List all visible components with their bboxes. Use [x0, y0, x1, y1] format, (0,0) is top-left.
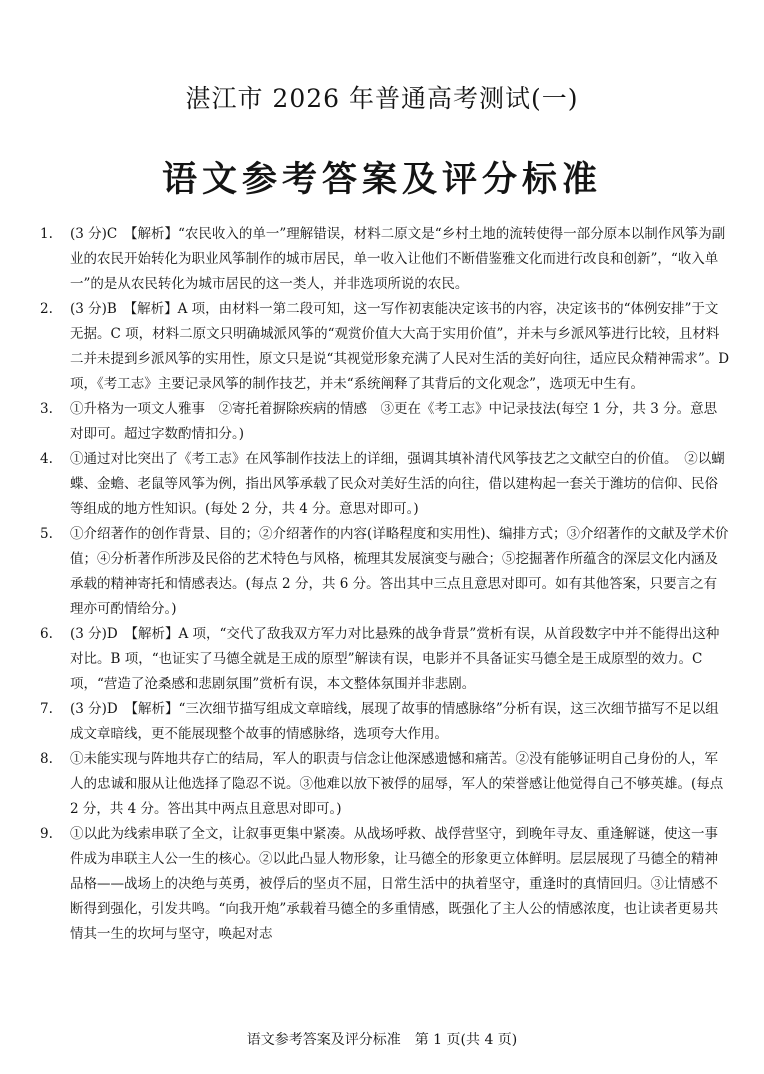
question-number: 5.: [40, 526, 53, 542]
answer-item-7: [40, 697, 730, 747]
question-number: 2.: [40, 301, 53, 317]
answer-item-6: [40, 622, 730, 697]
question-number: 3.: [40, 401, 53, 417]
answer-text: (3 分)C 【解析】“农民收入的单一”理解错误，材料二原文是“乡村土地的流转使得一部分原本以制作风筝为副业的农民开始转化为职业风筝制作的城市居民，单一收入让他们不断借鉴雅文化而进行改良和创新”，“收入单一”的是从农民转化为城市居民的这一类人，并非选项所说的农民。: [70, 226, 726, 292]
answer-text: ①升格为一项文人雅事 ②寄托着摒除疾病的情感 ③更在《考工志》中记录技法(每空 1 分，共 3 分。意思对即可。超过字数酌情扣分。): [70, 401, 718, 442]
question-number: 4.: [40, 451, 53, 467]
answer-list: [40, 222, 730, 947]
answer-item-2: [40, 297, 730, 397]
question-number: 9.: [40, 826, 53, 842]
answer-item-3: [40, 397, 730, 447]
answer-text: ①未能实现与阵地共存亡的结局，军人的职责与信念让他深感遗憾和痛苦。②没有能够证明自己身份的人，军人的忠诚和服从让他选择了隐忍不说。③他难以放下被俘的屈辱，军人的荣誉感让他觉得自己不够英雄。(每点 2 分，共 4 分。答出其中两点且意思对即可。): [70, 751, 724, 817]
question-number: 7.: [40, 701, 53, 717]
answer-item-8: [40, 747, 730, 822]
document-title: 语文参考答案及评分标准: [161, 160, 602, 200]
answer-item-5: [40, 522, 730, 622]
exam-title: 湛江市 2026 年普通高考测试(一): [185, 84, 579, 113]
answer-text: ①以此为线索串联了全文，让叙事更集中紧凑。从战场呼救、战俘营坚守，到晚年寻友、重逢解谜，使这一事件成为串联主人公一生的核心。②以此凸显人物形象，让马德全的形象更立体鲜明。层层展现了马德全的精神品格——战场上的决绝与英勇，被俘后的坚贞不屈，日常生活中的执着坚守，重逢时的真情回归。③让情感不断得到强化，引发共鸣。“向我开炮”承载着马德全的多重情感，既强化了主人公的情感浓度，也让读者更易共情其一生的坎坷与坚守，唤起对志: [70, 826, 719, 942]
answer-text: (3 分)B 【解析】A 项，由材料一第二段可知，这一写作初衷能决定该书的内容，决定该书的“体例安排”于文无据。C 项，材料二原文只明确城派风筝的“观赏价值大大高于实用价值”，并未与乡派风筝进行比较，且材料二并未提到乡派风筝的实用性，原文只是说“其视觉形象充满了人民对生活的美好向往，适应民众精神需求”。D 项，《考工志》主要记录风筝的制作技艺，并未“系统阐释了其背后的文化观念”，选项无中生有。: [70, 301, 730, 392]
question-number: 8.: [40, 751, 53, 767]
question-number: 6.: [40, 626, 53, 642]
answer-item-4: [40, 447, 730, 522]
question-number: 1.: [40, 226, 53, 242]
answer-item-9: [40, 822, 730, 947]
answer-item-1: [40, 222, 730, 297]
answer-text: (3 分)D 【解析】A 项，“交代了敌我双方军力对比悬殊的战争背景”赏析有误，从首段数字中并不能得出这种对比。B 项，“也证实了马德全就是王成的原型”解读有误，电影并不具备证实马德全是王成原型的效力。C 项，“营造了沧桑感和悲剧氛围”赏析有误，本文整体氛围并非悲剧。: [70, 626, 720, 692]
answer-text: (3 分)D 【解析】“三次细节描写组成文章暗线，展现了故事的情感脉络”分析有误，这三次细节描写不足以组成文章暗线，更不能展现整个故事的情感脉络，选项夸大作用。: [70, 701, 719, 742]
page-footer: 语文参考答案及评分标准 第 1 页(共 4 页): [246, 1032, 518, 1048]
answer-text: ①介绍著作的创作背景、目的；②介绍著作的内容(详略程度和实用性)、编排方式；③介绍著作的文献及学术价值；④分析著作所涉及民俗的艺术特色与风格，梳理其发展演变与融合；⑤挖掘著作所蕴含的深层文化内涵及承载的精神寄托和情感表达。(每点 2 分，共 6 分。答出其中三点且意思对即可。如有其他答案，只要言之有理亦可酌情给分。): [70, 526, 729, 617]
answer-text: ①通过对比突出了《考工志》在风筝制作技法上的详细，强调其填补清代风筝技艺之文献空白的价值。 ②以蝴蝶、金蟾、老鼠等风筝为例，指出风筝承载了民众对美好生活的向往，借以建构起一套关于潍坊的信仰、民俗等组成的地方性知识。(每处 2 分，共 4 分。意思对即可。): [70, 451, 725, 517]
